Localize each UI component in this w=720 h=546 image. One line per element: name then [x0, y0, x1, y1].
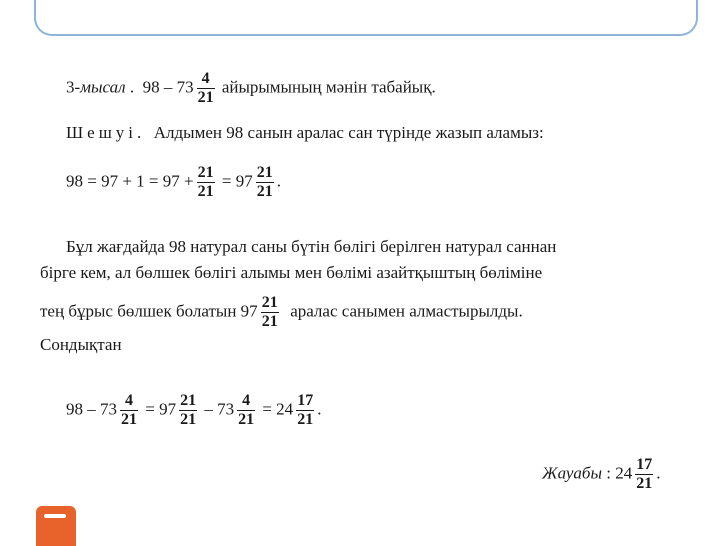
numerator: 4 [242, 392, 251, 409]
denominator: 21 [197, 183, 214, 200]
paragraph-text: Сондықтан [40, 335, 122, 354]
denominator: 21 [180, 411, 197, 428]
period: . [656, 463, 661, 483]
minus-sign: – [163, 77, 173, 97]
fraction [197, 164, 215, 201]
fraction [256, 164, 274, 201]
eq1-part-a: 98 = 97 + 1 = 97 + [66, 171, 194, 191]
example-separator: . [129, 77, 135, 97]
paragraph-line-4 [40, 334, 122, 356]
eq2-part-c: – 73 [204, 399, 235, 419]
page-corner-icon [36, 506, 76, 546]
solution-line [66, 122, 544, 144]
denominator: 21 [256, 183, 273, 200]
example-line [66, 70, 436, 107]
answer-label: Жауабы [542, 463, 602, 483]
paragraph-text: бірге кем, ал бөлшек бөлігі алымы мен бөлімі азайтқыштың бөліміне [40, 263, 543, 282]
paragraph-text: тең бұрыс бөлшек болатын 97 [40, 301, 258, 321]
denominator: 21 [261, 313, 278, 330]
period: . [276, 171, 281, 191]
numerator: 21 [197, 164, 214, 181]
denominator: 21 [197, 89, 214, 106]
numerator: 17 [636, 456, 653, 473]
paragraph-line-1 [66, 236, 556, 258]
mixed-whole: 73 [176, 77, 194, 97]
eq2-part-a: 98 – 73 [66, 399, 117, 419]
solution-heading: Шешуі. [66, 123, 146, 142]
textbook-frame-border [34, 0, 698, 36]
fraction [261, 294, 279, 331]
paragraph-text: Бұл жағдайда 98 натурал саны бүтін бөлігі берілген натурал саннан [66, 237, 557, 256]
example-task-text: айырымының мәнін табайық. [221, 77, 436, 97]
numerator: 4 [125, 392, 133, 409]
numerator: 21 [256, 164, 273, 181]
fraction [197, 70, 215, 107]
answer-value: : 24 [606, 463, 633, 483]
fraction [296, 392, 314, 429]
fraction [635, 456, 653, 493]
paragraph-text: аралас санымен алмастырылды. [290, 301, 523, 321]
equation-2 [66, 392, 321, 429]
denominator: 21 [238, 411, 255, 428]
answer-line [542, 456, 660, 493]
fraction [237, 392, 255, 429]
solution-text: Алдымен 98 санын аралас сан түрінде жазып аламыз: [153, 123, 544, 142]
eq2-part-d: = 24 [262, 399, 294, 419]
fraction [179, 392, 197, 429]
eq1-part-b: = 97 [221, 171, 253, 191]
example-word: мысал [80, 77, 126, 97]
expr-minuend: 98 [142, 77, 160, 97]
numerator: 17 [297, 392, 314, 409]
eq2-part-b: = 97 [145, 399, 177, 419]
fraction [120, 392, 138, 429]
numerator: 21 [180, 392, 197, 409]
period: . [317, 399, 322, 419]
example-number: 3- [66, 77, 81, 97]
denominator: 21 [121, 411, 137, 428]
numerator: 4 [201, 70, 210, 87]
numerator: 21 [261, 294, 278, 311]
paragraph-line-2 [40, 262, 542, 284]
denominator: 21 [636, 475, 653, 492]
denominator: 21 [297, 411, 314, 428]
equation-1 [66, 164, 281, 201]
paragraph-line-3 [40, 294, 523, 331]
